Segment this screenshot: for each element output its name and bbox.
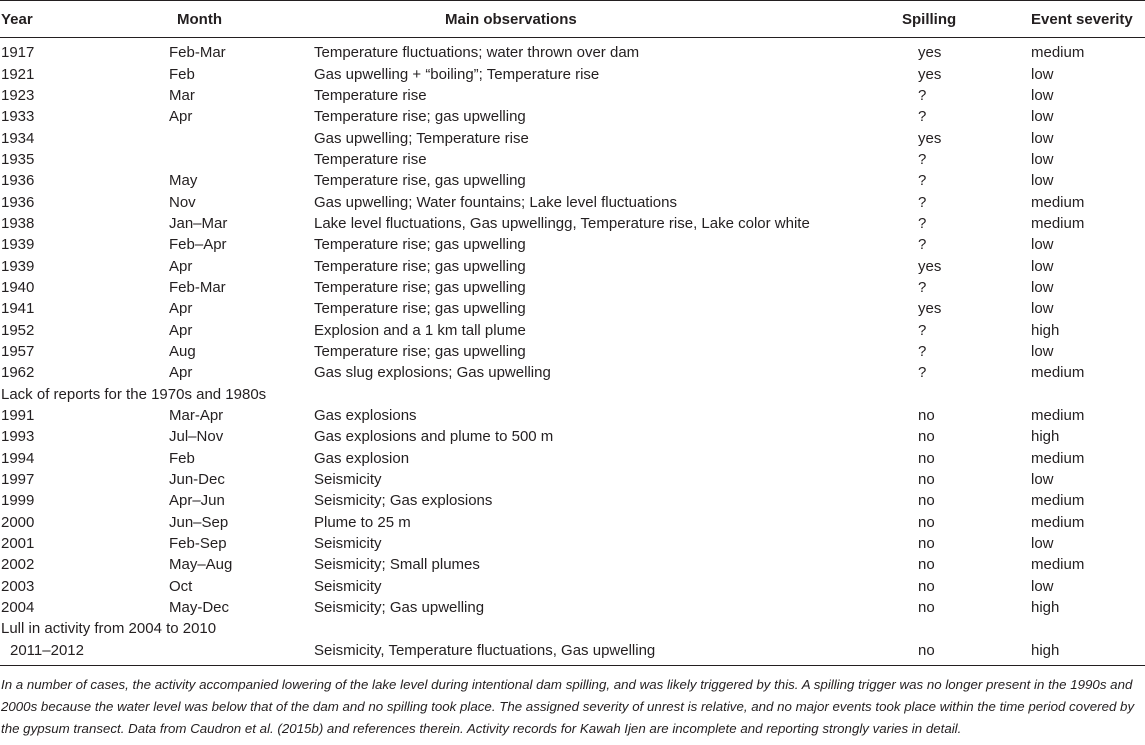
- cell-year: 1936: [1, 193, 35, 211]
- table-body: [0, 38, 1145, 666]
- section-note: Lull in activity from 2004 to 2010: [1, 620, 217, 638]
- cell-spilling: ?: [918, 193, 927, 211]
- table-row: [0, 469, 1145, 490]
- cell-month: May–Aug: [169, 556, 233, 574]
- cell-spilling: no: [918, 428, 935, 446]
- cell-month: Feb-Mar: [169, 278, 226, 296]
- cell-month: Feb-Sep: [169, 535, 227, 553]
- cell-spilling: ?: [918, 86, 927, 104]
- cell-month: Jun-Dec: [169, 471, 225, 489]
- column-header-year: Year: [0, 1, 165, 38]
- cell-severity: low: [1031, 65, 1054, 83]
- table-row: [0, 38, 1145, 64]
- column-header-severity: Event severity: [1030, 1, 1145, 38]
- cell-severity: medium: [1031, 556, 1085, 574]
- cell-severity: high: [1031, 428, 1060, 446]
- cell-year: 1940: [1, 278, 35, 296]
- cell-spilling: no: [918, 599, 935, 617]
- cell-year: 1993: [1, 428, 35, 446]
- cell-year: 1941: [1, 300, 35, 318]
- cell-observations: Gas upwelling; Water fountains; Lake level fluctuations: [314, 193, 677, 211]
- section-note-row: [0, 618, 1145, 639]
- cell-severity: low: [1031, 577, 1054, 595]
- cell-severity: low: [1031, 150, 1054, 168]
- cell-severity: low: [1031, 86, 1054, 104]
- cell-month: Jan–Mar: [169, 214, 228, 232]
- cell-spilling: no: [918, 492, 935, 510]
- table-row: [0, 426, 1145, 447]
- cell-severity: medium: [1031, 364, 1085, 382]
- table-row: [0, 512, 1145, 533]
- cell-year: 1921: [1, 65, 35, 83]
- cell-month: Apr–Jun: [169, 492, 225, 510]
- cell-observations: Seismicity: [314, 577, 382, 595]
- cell-year: 1934: [1, 129, 35, 147]
- cell-severity: low: [1031, 471, 1054, 489]
- table-row: [0, 298, 1145, 319]
- cell-observations: Temperature rise, gas upwelling: [314, 172, 526, 190]
- table-row: [0, 149, 1145, 170]
- cell-year: 1999: [1, 492, 35, 510]
- cell-spilling: no: [902, 640, 1030, 666]
- cell-observations: Seismicity, Temperature fluctuations, Gas upwelling: [310, 640, 902, 666]
- table-header-row: [0, 1, 1145, 38]
- cell-observations: Temperature rise: [314, 150, 427, 168]
- cell-observations: Temperature rise; gas upwelling: [314, 300, 526, 318]
- table-row: [0, 554, 1145, 575]
- table-footnote: In a number of cases, the activity accompanied lowering of the lake level during intentional dam spilling, and was likely triggered by this. A spilling trigger was no longer present in the 1990s and 2000s because the water level was below that of the dam and no spilling took place. The assigned severity of unrest is relative, and no major events took place within the time period covered by the gypsum transect. Data from Caudron et al. (2015b) and references therein. Activity records for Kawah Ijen are incomplete and reporting strongly varies in detail.: [1, 676, 1135, 736]
- cell-severity: medium: [1031, 513, 1085, 531]
- cell-month: [165, 640, 310, 666]
- cell-year: 1917: [1, 44, 35, 62]
- cell-severity: medium: [1031, 407, 1085, 425]
- cell-month: Feb: [169, 449, 195, 467]
- cell-observations: Seismicity; Gas upwelling: [314, 599, 485, 617]
- cell-month: Oct: [169, 577, 193, 595]
- cell-year: 1952: [1, 321, 35, 339]
- table-row: [0, 277, 1145, 298]
- cell-month: Aug: [169, 342, 196, 360]
- cell-year: 2011–2012: [0, 640, 165, 666]
- cell-spilling: yes: [918, 129, 942, 147]
- cell-year: 1994: [1, 449, 35, 467]
- cell-severity: low: [1031, 129, 1054, 147]
- cell-month: Apr: [169, 364, 193, 382]
- cell-observations: Seismicity: [314, 471, 382, 489]
- cell-year: 1936: [1, 172, 35, 190]
- table-row: [0, 640, 1145, 666]
- cell-observations: Gas explosions and plume to 500 m: [314, 428, 554, 446]
- cell-severity: medium: [1031, 214, 1085, 232]
- table-row: [0, 576, 1145, 597]
- cell-spilling: no: [918, 449, 935, 467]
- table-row: [0, 106, 1145, 127]
- cell-month: Apr: [169, 300, 193, 318]
- cell-year: 2001: [1, 535, 35, 553]
- cell-observations: Temperature rise: [314, 86, 427, 104]
- table-row: [0, 63, 1145, 84]
- cell-year: 2004: [1, 599, 35, 617]
- cell-severity: low: [1031, 300, 1054, 318]
- cell-spilling: no: [918, 577, 935, 595]
- column-header-observations: Main observations: [310, 1, 902, 38]
- cell-year: 1938: [1, 214, 35, 232]
- cell-month: [165, 149, 310, 170]
- cell-severity: low: [1031, 278, 1054, 296]
- table-row: [0, 234, 1145, 255]
- table-row: [0, 255, 1145, 276]
- table-row: [0, 341, 1145, 362]
- cell-severity: low: [1031, 535, 1054, 553]
- cell-observations: Seismicity; Small plumes: [314, 556, 480, 574]
- cell-severity: medium: [1031, 193, 1085, 211]
- cell-year: 1939: [1, 236, 35, 254]
- table-row: [0, 362, 1145, 383]
- column-header-spilling: Spilling: [902, 1, 1030, 38]
- cell-observations: Seismicity: [314, 535, 382, 553]
- cell-spilling: no: [918, 407, 935, 425]
- cell-spilling: ?: [918, 108, 927, 126]
- cell-month: Feb–Apr: [169, 236, 227, 254]
- cell-observations: Lake level fluctuations, Gas upwellingg, Temperature rise, Lake color white: [314, 214, 810, 232]
- cell-spilling: ?: [918, 364, 927, 382]
- cell-month: Nov: [169, 193, 196, 211]
- cell-observations: Temperature rise; gas upwelling: [314, 236, 526, 254]
- cell-month: Jun–Sep: [169, 513, 229, 531]
- cell-severity: low: [1031, 236, 1054, 254]
- table-row: [0, 319, 1145, 340]
- cell-year: 1962: [1, 364, 35, 382]
- cell-spilling: ?: [918, 214, 927, 232]
- cell-year: 1923: [1, 86, 35, 104]
- cell-spilling: ?: [918, 172, 927, 190]
- cell-observations: Gas slug explosions; Gas upwelling: [314, 364, 551, 382]
- cell-month: Apr: [169, 321, 193, 339]
- cell-month: Jul–Nov: [169, 428, 224, 446]
- cell-observations: Temperature rise; gas upwelling: [314, 278, 526, 296]
- cell-severity: high: [1030, 640, 1145, 666]
- cell-spilling: yes: [918, 44, 942, 62]
- cell-year: 1939: [1, 257, 35, 275]
- cell-month: May-Dec: [169, 599, 230, 617]
- cell-spilling: no: [918, 535, 935, 553]
- table-row: [0, 405, 1145, 426]
- cell-severity: high: [1031, 321, 1060, 339]
- cell-spilling: ?: [918, 236, 927, 254]
- table-row: [0, 533, 1145, 554]
- cell-month: Apr: [169, 108, 193, 126]
- cell-observations: Temperature rise; gas upwelling: [314, 108, 526, 126]
- cell-month: Mar-Apr: [169, 407, 224, 425]
- cell-spilling: yes: [918, 257, 942, 275]
- cell-observations: Plume to 25 m: [314, 513, 411, 531]
- cell-month: Feb-Mar: [169, 44, 226, 62]
- cell-spilling: ?: [918, 321, 927, 339]
- cell-year: 1997: [1, 471, 35, 489]
- cell-month: Mar: [169, 86, 195, 104]
- cell-spilling: ?: [918, 342, 927, 360]
- section-note: Lack of reports for the 1970s and 1980s: [1, 385, 267, 403]
- table-row: [0, 490, 1145, 511]
- cell-year: 2000: [1, 513, 35, 531]
- cell-spilling: yes: [918, 65, 942, 83]
- cell-severity: medium: [1031, 492, 1085, 510]
- table-row: [0, 170, 1145, 191]
- table-row: [0, 448, 1145, 469]
- cell-spilling: no: [918, 513, 935, 531]
- cell-month: Apr: [169, 257, 193, 275]
- cell-observations: Gas upwelling + “boiling”; Temperature rise: [314, 65, 600, 83]
- cell-spilling: ?: [918, 150, 927, 168]
- cell-observations: Explosion and a 1 km tall plume: [314, 321, 526, 339]
- cell-observations: Gas explosions: [314, 407, 417, 425]
- cell-spilling: yes: [918, 300, 942, 318]
- cell-severity: low: [1031, 172, 1054, 190]
- cell-year: 1957: [1, 342, 35, 360]
- column-header-month: Month: [165, 1, 310, 38]
- cell-year: 2003: [1, 577, 35, 595]
- cell-month: May: [169, 172, 198, 190]
- table-row: [0, 597, 1145, 618]
- cell-observations: Temperature rise; gas upwelling: [314, 342, 526, 360]
- cell-year: 1935: [1, 150, 35, 168]
- table-row: [0, 127, 1145, 148]
- cell-year: 2002: [1, 556, 35, 574]
- cell-severity: low: [1031, 342, 1054, 360]
- cell-spilling: ?: [918, 278, 927, 296]
- cell-observations: Gas upwelling; Temperature rise: [314, 129, 529, 147]
- cell-year: 1933: [1, 108, 35, 126]
- cell-severity: high: [1031, 599, 1060, 617]
- cell-spilling: no: [918, 471, 935, 489]
- table-row: [0, 85, 1145, 106]
- cell-severity: low: [1031, 257, 1054, 275]
- cell-severity: medium: [1031, 449, 1085, 467]
- table-row: [0, 191, 1145, 212]
- cell-spilling: no: [918, 556, 935, 574]
- cell-observations: Gas explosion: [314, 449, 410, 467]
- cell-observations: Temperature fluctuations; water thrown over dam: [314, 44, 640, 62]
- cell-month: [165, 127, 310, 148]
- section-note-row: [0, 384, 1145, 405]
- cell-observations: Seismicity; Gas explosions: [314, 492, 493, 510]
- cell-severity: low: [1031, 108, 1054, 126]
- cell-year: 1991: [1, 407, 35, 425]
- cell-severity: medium: [1031, 44, 1085, 62]
- table-row: [0, 213, 1145, 234]
- cell-month: Feb: [169, 65, 195, 83]
- cell-observations: Temperature rise; gas upwelling: [314, 257, 526, 275]
